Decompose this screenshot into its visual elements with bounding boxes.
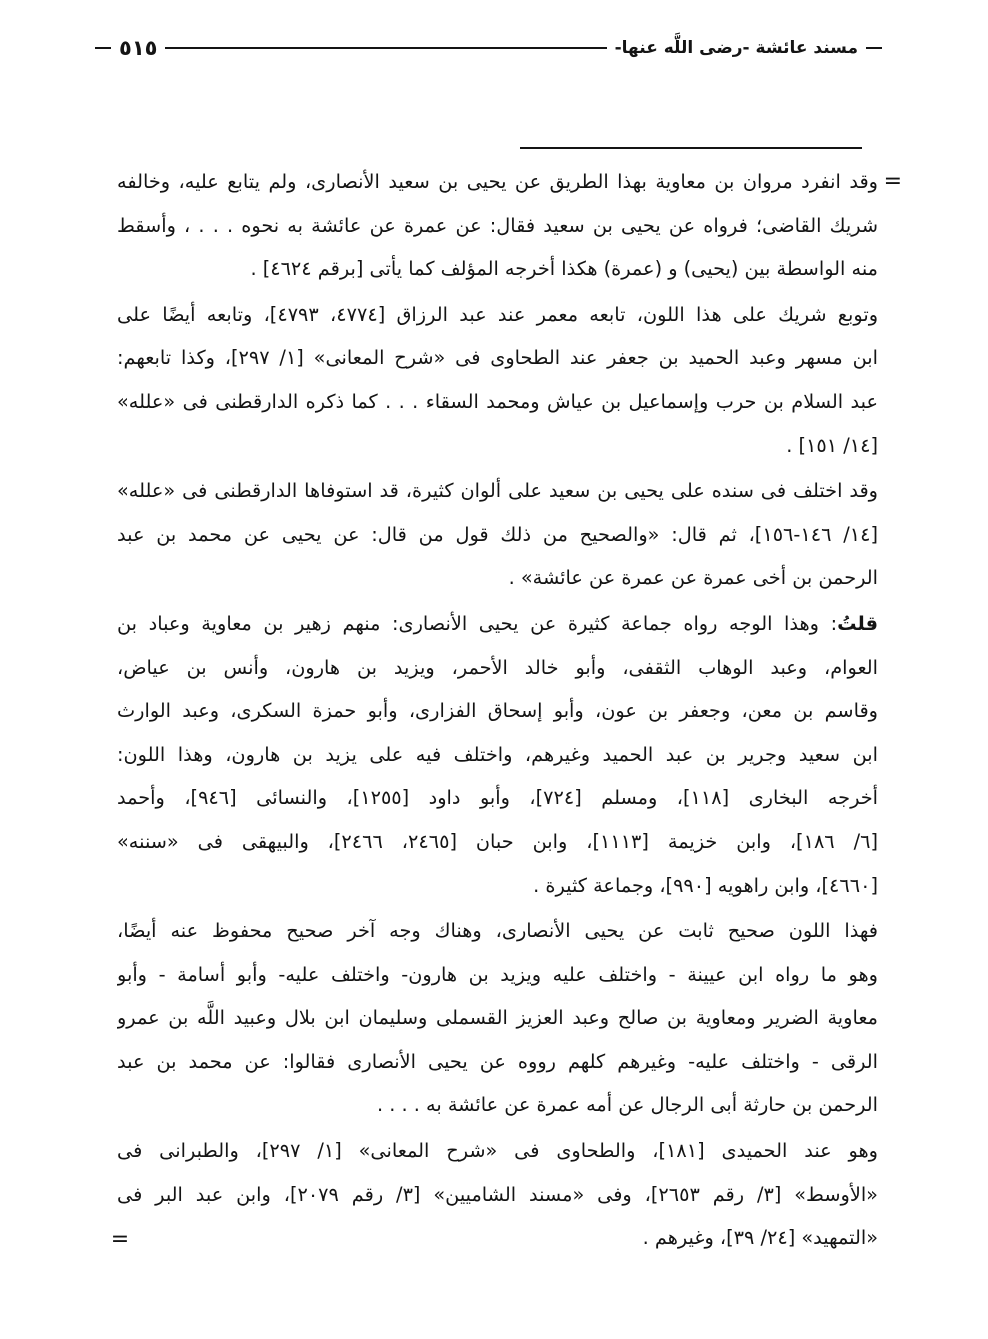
footnote-paragraph <box>117 469 878 600</box>
header-dash-left <box>95 47 111 49</box>
text-line: وهو ما رواه ابن عيينة - واختلف عليه ويزيد بن هارون- واختلف عليه- وأبو أسامة - وأبو <box>117 962 878 986</box>
text-line: العوام، وعبد الوهاب الثقفى، وأبو خالد الأحمر، ويزيد بن هارون، وأنس بن عياض، <box>117 655 878 679</box>
text-line: وقد اختلف فى سنده على يحيى بن سعيد على ألوان كثيرة، قد استوفاها الدارقطنى فى «علله» <box>117 479 878 503</box>
text-line: [٤٦٦٠]، وابن راهويه [٩٩٠]، وجماعة كثيرة . <box>533 873 878 897</box>
text-line: ابن سعيد وجرير بن عبد الحميد وغيرهم، واختلف فيه على يزيد بن هارون، وهذا اللون: <box>117 742 878 766</box>
text-line: الرقى - واختلف عليه- وغيرهم كلهم رووه عن يحيى الأنصارى فقالوا: عن محمد بن عبد <box>117 1049 878 1073</box>
text-line: [١٤/ ١٤٦-١٥٦]، ثم قال: «والصحيح من ذلك قول من قال: عن يحيى عن محمد بن عبد <box>117 522 878 546</box>
text-line: وقد انفرد مروان بن معاوية بهذا الطريق عن يحيى بن سعيد الأنصارى، ولم يتابع عليه، وخالفه <box>117 170 878 193</box>
text-line: وهو عند الحميدى [١٨١]، والطحاوى فى «شرح المعانى» [١/ ٢٩٧]، والطبرانى فى <box>117 1139 878 1163</box>
text-line: [٦/ ١٨٦]، وابن خزيمة [١١١٣]، وابن حبان [٢٤٦٥، ٢٤٦٦]، والبيهقى فى «سننه» <box>117 829 878 853</box>
footnote-paragraph <box>117 1129 878 1260</box>
footnote-paragraph <box>117 602 878 907</box>
text-line: معاوية الضرير ومعاوية بن صالح وعبد العزيز القسملى وسليمان ابن بلال وعبيد اللَّه بن عمرو <box>117 1006 878 1030</box>
text-line: الرحمن بن أخى عمرة عن عمرة عن عائشة» . <box>508 566 878 590</box>
footnote-paragraph <box>117 160 878 291</box>
text-line: منه الواسطة بين (يحيى) و (عمرة) هكذا أخرجه المؤلف كما يأتى [برقم ٤٦٢٤] . <box>250 257 878 281</box>
footnote-separator <box>520 147 862 149</box>
text-line: أخرجه البخارى [١١٨]، ومسلم [٧٢٤]، وأبو داود [١٢٥٥]، والنسائى [٩٤٦]، وأحمد <box>117 786 878 810</box>
header-title: مسند عائشة -رضى اللَّه عنها- <box>614 38 858 58</box>
running-header <box>95 30 882 66</box>
footnote-body <box>117 160 878 1262</box>
text-line: وتوبع شريك على هذا اللون، تابعه معمر عند عبد الرزاق [٤٧٧٤، ٤٧٩٣]، وتابعه أيضًا على <box>117 302 878 326</box>
text-line: «الأوسط» [٣/ رقم ٢٦٥٣]، وفى «مسند الشاميين» [٣/ رقم ٢٠٧٩]، وابن عبد البر فى <box>117 1182 878 1206</box>
text-line: ابن مسهر وعبد الحميد بن جعفر عند الطحاوى فى «شرح المعانى» [١/ ٢٩٧]، وكذا تابعهم: <box>117 346 878 370</box>
header-dash-right <box>866 47 882 49</box>
text-line: فهذا اللون صحيح ثابت عن يحيى الأنصارى، وهناك وجه آخر صحيح محفوظ عنه أيضًا، <box>117 919 878 943</box>
page-number: ٥١٥ <box>119 36 158 60</box>
text-line: «التمهيد» [٢٤/ ٣٩]، وغيرهم . <box>642 1226 878 1250</box>
text-line: عبد السلام بن حرب وإسماعيل بن عياش ومحمد السقاء . . . كما ذكره الدارقطنى فى «علله» <box>117 389 878 413</box>
text-line: شريك القاضى؛ فرواه عن يحيى بن سعيد فقال: عن عمرة عن عائشة به نحوه . . . ، وأسقط <box>117 213 878 237</box>
footnote-paragraph <box>117 293 878 467</box>
header-rule <box>165 47 606 49</box>
text-line-content: : وهذا الوجه رواه جماعة كثيرة عن يحيى الأنصارى: منهم زهير بن معاوية وعباد بن <box>117 611 838 635</box>
footnote-paragraph <box>117 909 878 1127</box>
continues-marker: = <box>110 1227 130 1252</box>
text-line: وقاسم بن معن، وجعفر بن عون، وأبو إسحاق الفزارى، وأبو حمزة السكرى، وعبد الوارث <box>117 699 878 723</box>
text-line: الرحمن بن حارثة أبى الرجال عن أمه عمرة عن عائشة به . . . . <box>376 1093 878 1117</box>
text-line <box>117 602 878 646</box>
text-line: [١٤/ ١٥١] . <box>786 433 878 457</box>
qultu-lead-word: قلتُ <box>837 611 878 635</box>
continued-from-marker: = <box>883 169 902 194</box>
